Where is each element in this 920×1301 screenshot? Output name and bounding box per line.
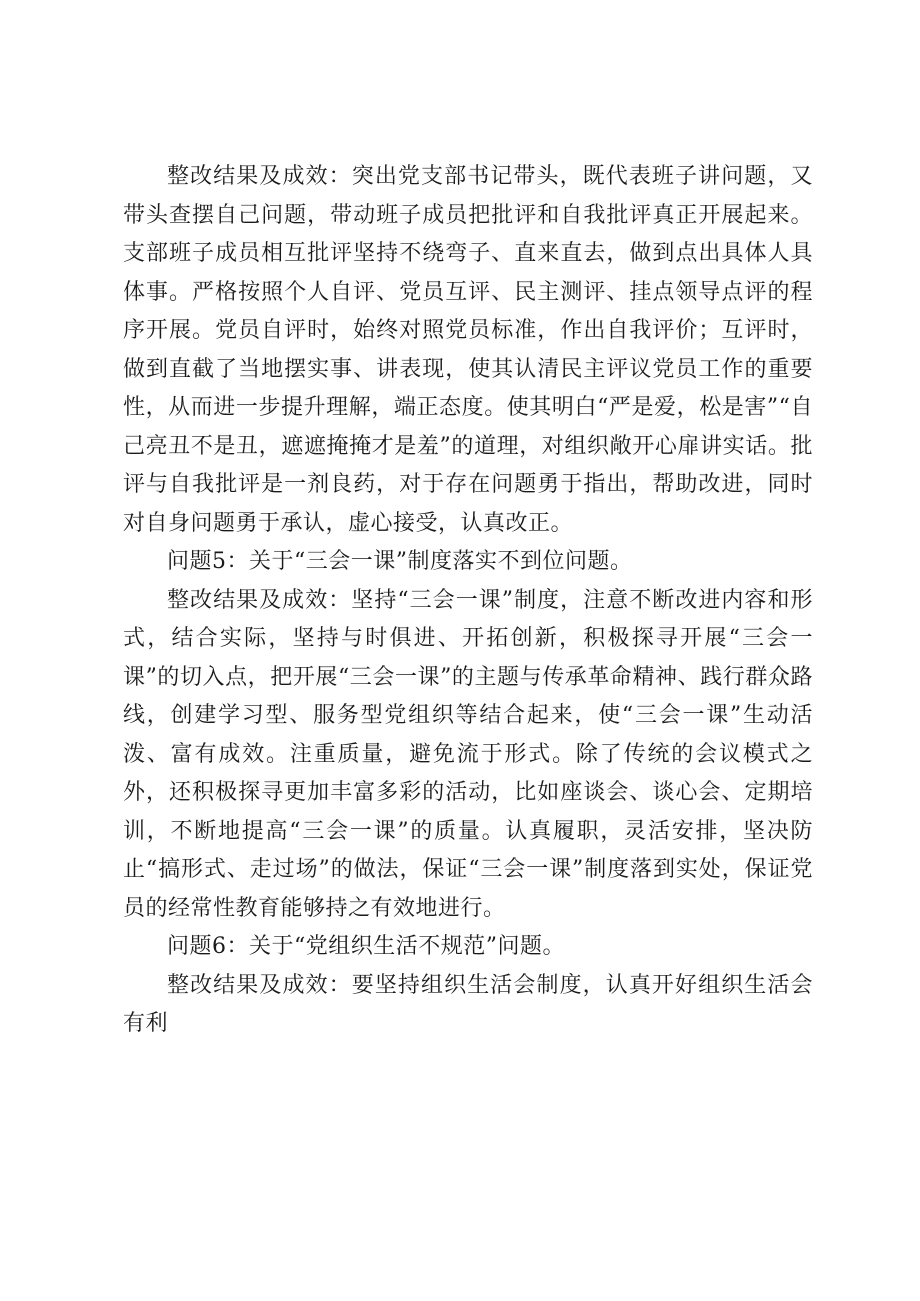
- paragraph-rectification-results-2: 整改结果及成效：坚持“三会一课”制度，注意不断改进内容和形式，结合实际，坚持与时俱进、开拓创新，积极探寻开展“三会一课”的切入点，把开展“三会一课”的主题与传承革命精神、践行群众路线，创建学习型、服务型党组织等结合起来，使“三会一课”生动活泼、富有成效。注重质量，避免流于形式。除了传统的会议模式之外，还积极探寻更加丰富多彩的活动，比如座谈会、谈心会、定期培训，不断地提高“三会一课”的质量。认真履职，灵活安排，坚决防止“搞形式、走过场”的做法，保证“三会一课”制度落到实处，保证党员的经常性教育能够持之有效地进行。: [123, 587, 813, 921]
- document-body: [123, 158, 813, 1044]
- paragraph-rectification-results-1: 整改结果及成效：突出党支部书记带头，既代表班子讲问题，又带头查摆自己问题，带动班子成员把批评和自我批评真正开展起来。支部班子成员相互批评坚持不绕弯子、直来直去，做到点出具体人具体事。严格按照个人自评、党员互评、民主测评、挂点领导点评的程序开展。党员自评时，始终对照党员标准，作出自我评价；互评时，做到直截了当地摆实事、讲表现，使其认清民主评议党员工作的重要性，从而进一步提升理解，端正态度。使其明白“严是爱，松是害”“自己亮丑不是丑，遮遮掩掩才是羞”的道理，对组织敞开心扉讲实话。批评与自我批评是一剂良药，对于存在问题勇于指出，帮助改进，同时对自身问题勇于承认，虚心接受，认真改正。: [123, 164, 813, 536]
- issue-6-heading: 问题6：关于“党组织生活不规范”问题。: [167, 934, 565, 959]
- paragraph-rectification-results-3: 整改结果及成效：要坚持组织生活会制度，认真开好组织生活会有利: [123, 972, 813, 1036]
- issue-5-heading: 问题5：关于“三会一课”制度落实不到位问题。: [167, 549, 633, 574]
